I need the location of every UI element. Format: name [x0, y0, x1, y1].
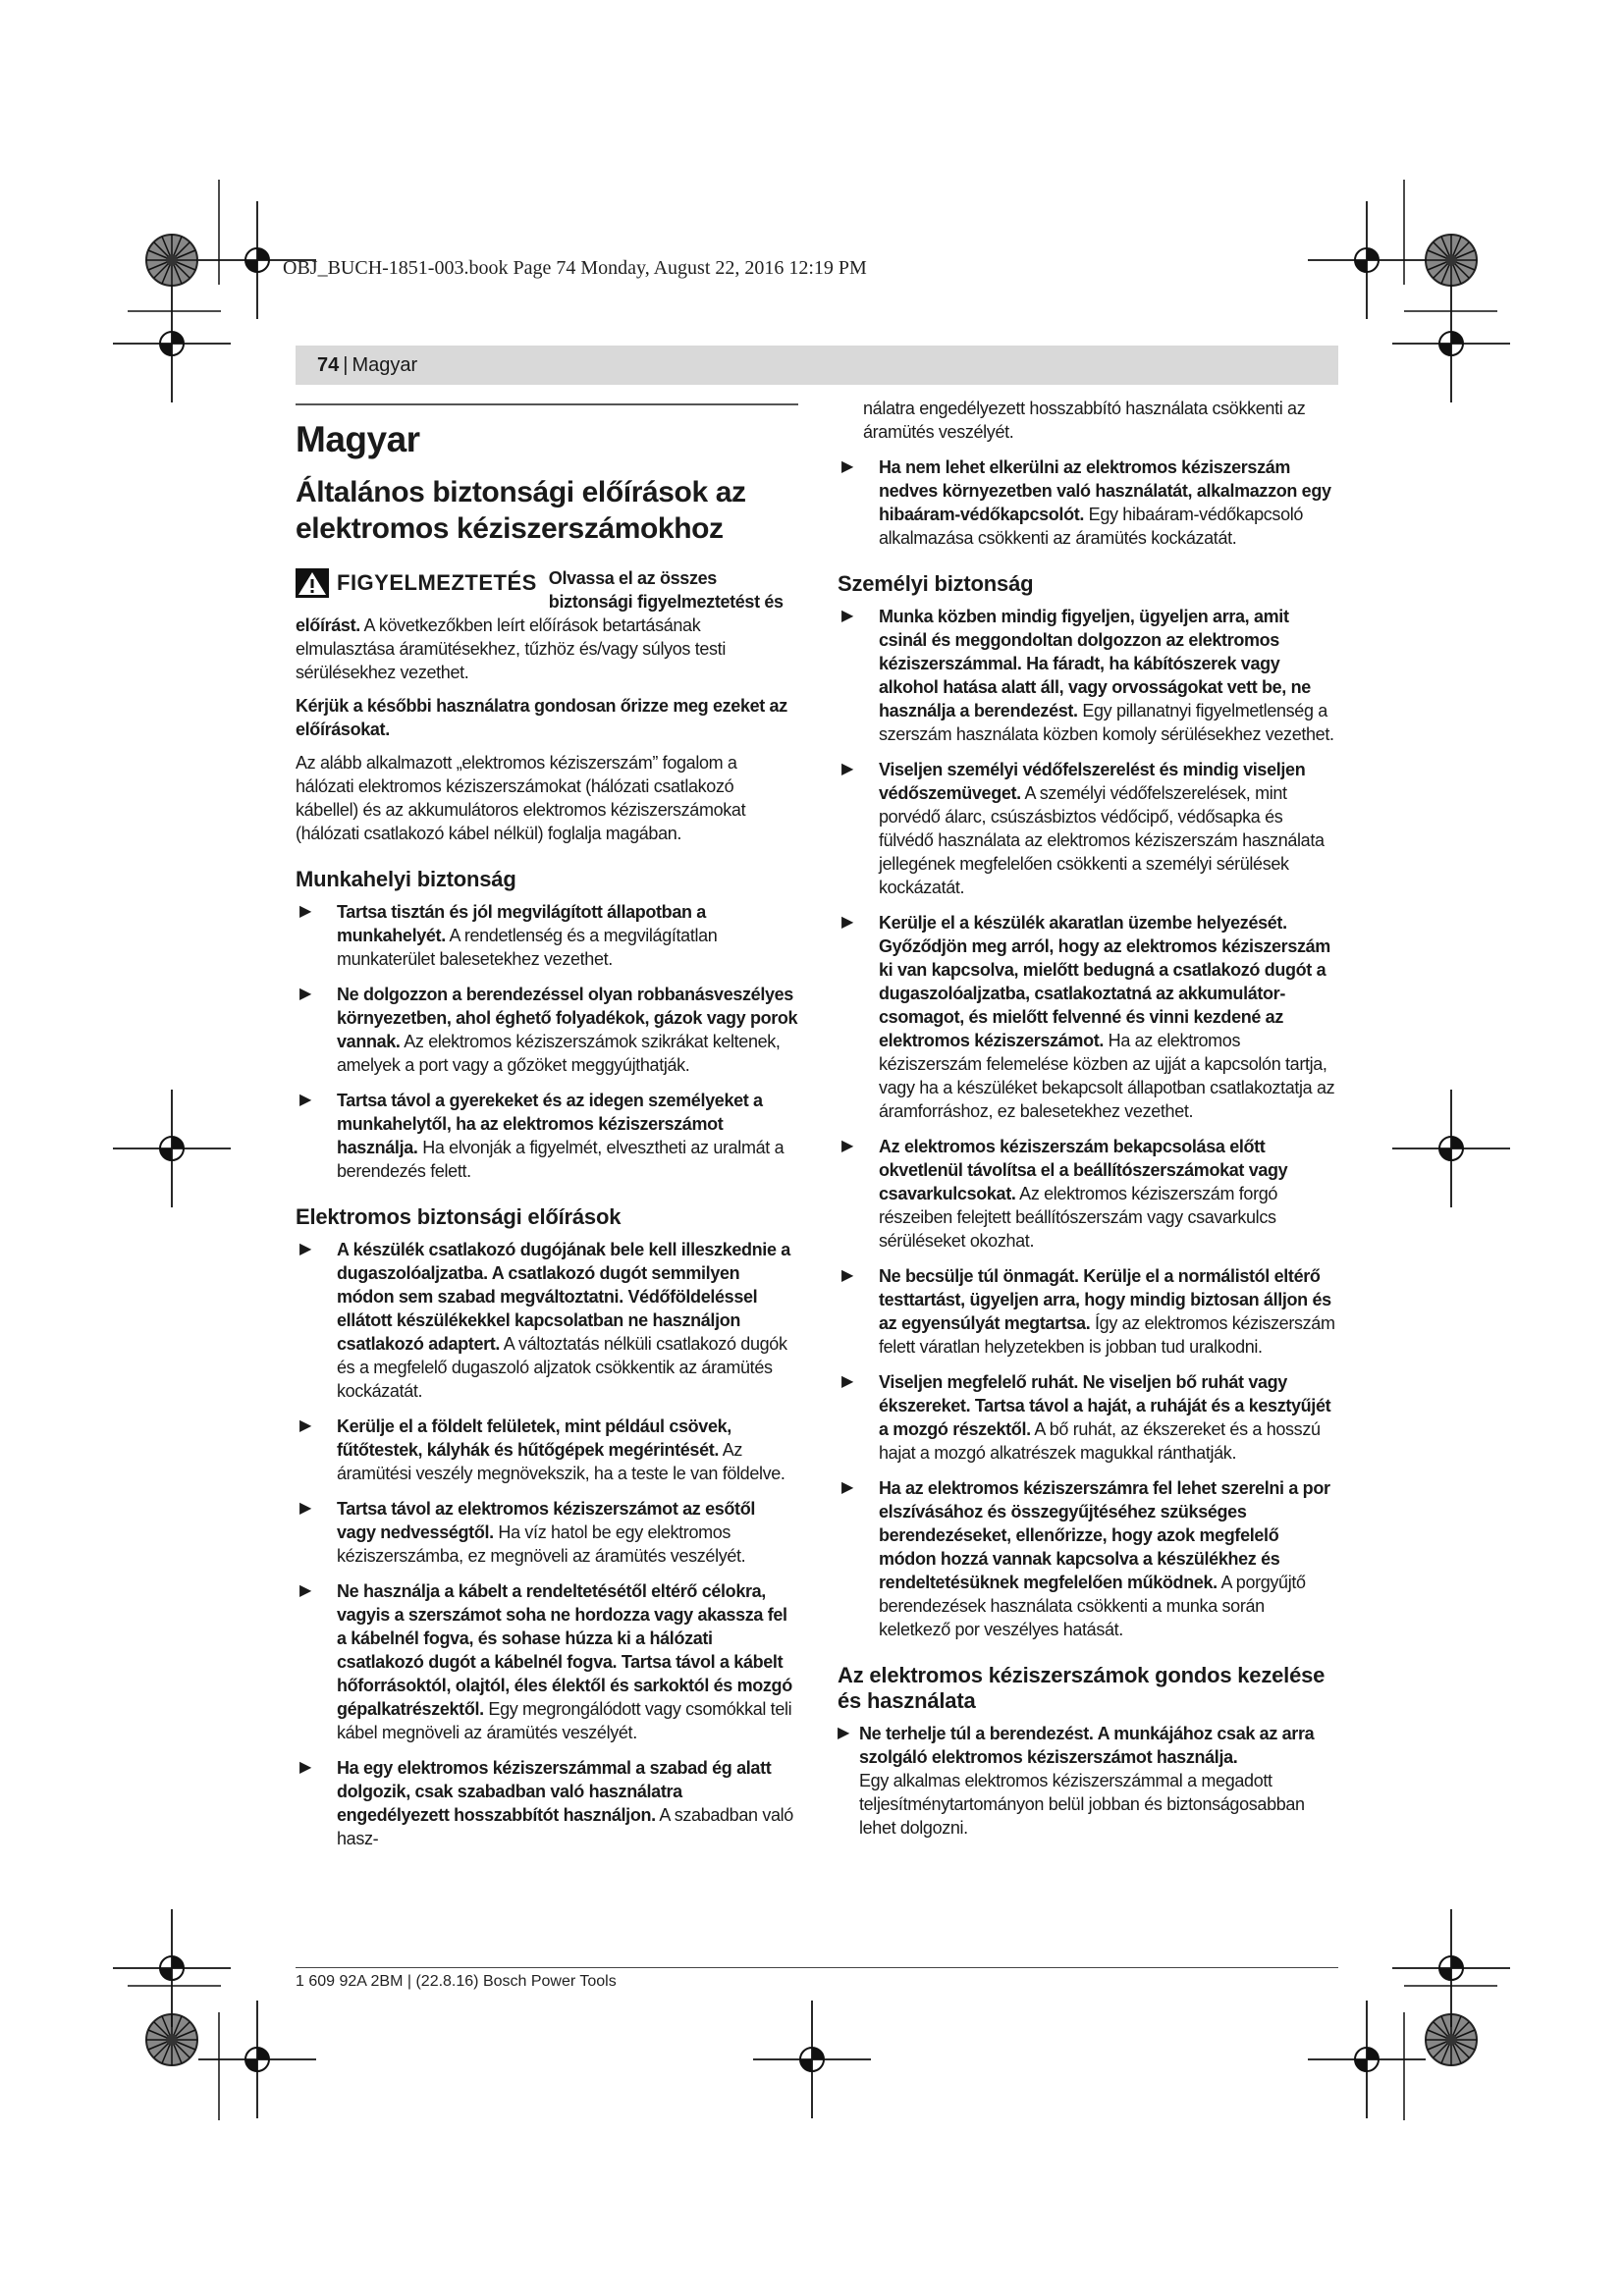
list-item [838, 1476, 1338, 1641]
header-separator: | [343, 353, 349, 376]
bullet-arrow-icon: ▶ [841, 1267, 853, 1284]
item-text: A változtatás nélküli csatlakozó dugók és a megfelelő dugaszoló aljzatok csökkentik az áramütés kockázatát. [337, 1334, 787, 1401]
item-bold: Ne becsülje túl önmagát. Kerülje el a normálistól eltérő testtartást, ügyeljen arra, hogy mindig biztosan álljon és az egyensúlyát megtartsa. [879, 1266, 1331, 1333]
bullet-arrow-icon: ▶ [299, 986, 311, 1002]
warning-block [296, 566, 798, 684]
item-text: Egy hibaáram-védőkapcsoló alkalmazása csökkenti az áramütés kockázatát. [879, 505, 1304, 548]
page-footer: 1 609 92A 2BM | (22.8.16) Bosch Power Tools [296, 1973, 617, 1990]
item-bold: A készülék csatlakozó dugójának bele kell illeszkednie a dugaszolóaljzatba. A csatlakozó dugót semmilyen módon sem szabad megváltoztatni. Védőföldeléssel ellátott készülékekkel kapcsolatban ne használjon csatlakozó adaptert. [337, 1240, 790, 1354]
item-bold: Munka közben mindig figyeljen, ügyeljen arra, amit csinál és meggondoltan dolgozzon az elektromos kéziszerszámmal. Ha fáradt, ha kábítószerek vagy alkohol hatása alatt áll, vagy orvosságokat vett be, ne használja a berendezést. [879, 607, 1311, 721]
section-title-workplace: Munkahelyi biztonság [296, 867, 516, 891]
main-title: Általános biztonsági előírások az elektromos kéziszerszámokhoz [296, 476, 746, 545]
item-text: A személyi védőfelszerelések, mint porvédő álarc, csúszásbiztos védőcipő, védősapka és fülvédő használata az elektromos kéziszerszám használata jellegének megfelelően csökkenti a személyi sérülések kockázatát. [879, 783, 1325, 897]
bullet-arrow-icon: ▶ [299, 903, 311, 920]
item-text: A bő ruhát, az ékszereket és a hosszú hajat a mozgó alkatrészek magukkal ránthatják. [879, 1419, 1321, 1463]
item-bold: Ne terhelje túl a berendezést. A munkájához csak az arra szolgáló elektromos kéziszerszámot használja. [859, 1724, 1315, 1767]
list-item [296, 1497, 798, 1568]
item-text: A porgyűjtő berendezések használata csökkenti a munka során keletkező por veszélyes hatását. [879, 1573, 1306, 1639]
item-bold: Tartsa távol a gyerekeket és az idegen személyeket a munkahelytől, ha az elektromos kéziszerszámot használja. [337, 1091, 763, 1157]
bullet-arrow-icon: ▶ [841, 761, 853, 777]
list-item [838, 758, 1338, 899]
list-item [296, 1579, 798, 1744]
item-text: Ha az elektromos kéziszerszám felemelése közben az ujját a kapcsolón tartja, vagy ha a készüléket bekapcsolt állapotban csatlakoztatja az áramforráshoz, ez balesetekhez vezethet. [879, 1031, 1335, 1121]
bullet-arrow-icon: ▶ [841, 608, 853, 624]
item-text: A szabadban való hasz- [337, 1805, 793, 1848]
keep-instructions-note: Kérjük a későbbi használatra gondosan őrizze meg ezeket az előírásokat. [296, 696, 787, 739]
warning-triangle-icon [296, 568, 329, 598]
item-bold: Ha egy elektromos kéziszerszámmal a szabad ég alatt dolgozik, csak szabadban való használatra engedélyezett hosszabbítót használjon. [337, 1758, 772, 1825]
bullet-arrow-icon: ▶ [841, 1373, 853, 1390]
list-item [838, 455, 1338, 550]
item-text: Az elektromos kéziszerszám forgó részeiben felejtett beállítószerszám vagy csavarkulcs sérüléseket okozhat. [879, 1184, 1278, 1251]
section-title-electrical: Elektromos biztonsági előírások [296, 1204, 622, 1229]
section-title-personal: Személyi biztonság [838, 571, 1034, 596]
item-bold: Az elektromos kéziszerszám bekapcsolása előtt okvetlenül távolítsa el a beállítószerszámokat vagy csavarkulcsokat. [879, 1137, 1288, 1203]
bullet-arrow-icon: ▶ [299, 1582, 311, 1599]
list-item [838, 1370, 1338, 1465]
list-item [838, 1264, 1338, 1359]
item-text: Egy pillanatnyi figyelmetlenség a szerszám használata közben komoly sérülésekhez vezethet. [879, 701, 1334, 744]
continuation-text: nálatra engedélyezett hosszabbító használata csökkenti az áramütés veszélyét. [863, 399, 1306, 442]
list-item [296, 1756, 798, 1850]
bullet-arrow-icon: ▶ [299, 1092, 311, 1108]
list-item [838, 1135, 1338, 1253]
list-item [296, 1415, 798, 1485]
item-bold: Ne dolgozzon a berendezéssel olyan robbanásveszélyes környezetben, ahol éghető folyadékok, gázok vagy porok vannak. [337, 985, 798, 1051]
item-text: Egy alkalmas elektromos kéziszerszámmal a megadott teljesítménytartományon belül jobban és biztonságosabban lehet dolgozni. [859, 1771, 1305, 1838]
item-bold: Viseljen személyi védőfelszerelést és mindig viseljen védőszemüveget. [879, 760, 1306, 803]
item-bold: Ha nem lehet elkerülni az elektromos kéziszerszám nedves környezetben való használatát, alkalmazzon egy hibaáram-védőkapcsolót. [879, 457, 1331, 524]
section-title-tool-use: Az elektromos kéziszerszámok gondos kezelése és használata [838, 1663, 1326, 1713]
bullet-arrow-icon: ▶ [841, 1138, 853, 1154]
list-item [838, 605, 1338, 746]
item-text: Az elektromos kéziszerszámok szikrákat keltenek, amelyek a port vagy a gőzöket meggyújthatják. [337, 1032, 781, 1075]
item-text: Egy megrongálódott vagy csomókkal teli kábel megnöveli az áramütés veszélyét. [337, 1699, 792, 1742]
item-text: A rendetlenség és a megvilágítatlan munkaterület balesetekhez vezethet. [337, 926, 718, 969]
list-item [838, 911, 1338, 1123]
item-bold: Viseljen megfelelő ruhát. Ne viseljen bő ruhát vagy ékszereket. Tartsa távol a haját, a ruháját és a kesztyűjét a mozgó részektől. [879, 1372, 1331, 1439]
bullet-arrow-icon: ▶ [841, 458, 853, 475]
header-language: Magyar [352, 353, 418, 376]
item-bold: Tartsa tisztán és jól megvilágított állapotban a munkahelyét. [337, 902, 706, 945]
list-item [838, 1722, 1338, 1840]
warning-label-text: FIGYELMEZTETÉS [337, 570, 537, 595]
warning-label [296, 568, 537, 598]
item-bold: Tartsa távol az elektromos kéziszerszámot az esőtől vagy nedvességtől. [337, 1499, 755, 1542]
title-rule [296, 403, 798, 405]
definition-text: Az alább alkalmazott „elektromos kéziszerszám” fogalom a hálózati elektromos kéziszerszámokat (hálózati csatlakozó kábellel) és az akkumulátoros elektromos kéziszerszámokat (hálózati csatlakozó kábel nélkül) foglalja magában. [296, 753, 746, 843]
list-item [296, 900, 798, 971]
list-item [296, 1238, 798, 1403]
bullet-arrow-icon: ▶ [841, 1479, 853, 1496]
item-text: Ha víz hatol be egy elektromos kéziszerszámba, ez megnöveli az áramütés veszélyét. [337, 1522, 746, 1566]
item-text: Ha elvonják a figyelmét, elvesztheti az uralmát a berendezés felett. [337, 1138, 785, 1181]
right-column [838, 397, 1338, 1851]
page-number: 74 [317, 353, 340, 376]
bullet-arrow-icon: ▶ [299, 1417, 311, 1434]
print-slug: OBJ_BUCH-1851-003.book Page 74 Monday, August 22, 2016 12:19 PM [283, 257, 867, 279]
page-header [296, 346, 1338, 385]
footer-rule [296, 1967, 1338, 1968]
bullet-arrow-icon: ▶ [299, 1759, 311, 1776]
item-bold: Kerülje el a készülék akaratlan üzembe helyezését. Győződjön meg arról, hogy az elektromos kéziszerszám ki van kapcsolva, mielőtt bedugná a csatlakozó dugót a dugaszolóaljzatba, csatlakoztatná az akkumulátor-csomagot, és mielőtt felvenné és vinni kezdené az elektromos kéziszerszámot. [879, 913, 1330, 1050]
list-item [296, 1089, 798, 1183]
bullet-arrow-icon: ▶ [841, 914, 853, 931]
item-bold: Kerülje el a földelt felületek, mint például csövek, fűtőtestek, kályhák és hűtőgépek megérintését. [337, 1416, 731, 1460]
warning-text: A következőkben leírt előírások betartásának elmulasztása áramütésekhez, tűzhöz és/vagy súlyos testi sérülésekhez vezethet. [296, 615, 726, 682]
bullet-arrow-icon: ▶ [299, 1241, 311, 1257]
item-bold: Ne használja a kábelt a rendeltetésétől eltérő célokra, vagyis a szerszámot soha ne hordozza vagy akassza fel a kábelnél fogva, és sohase húzza ki a hálózati csatlakozó dugót a kábelnél fogva. Tartsa távol a kábelt hőforrásoktól, olajtól, éles élektől és sarkoktól és mozgó gépalkatrészektől. [337, 1581, 792, 1719]
bullet-arrow-icon: ▶ [838, 1725, 849, 1741]
item-text: Az áramütési veszély megnövekszik, ha a teste le van földelve. [337, 1440, 785, 1483]
item-bold: Ha az elektromos kéziszerszámra fel lehet szerelni a por elszívásához és összegyűjtéséhez szükséges berendezéseket, ellenőrizze, hogy azok megfelelő módon hozzá vannak kapcsolva a készülékhez és rendeltetésüknek megfelelően működnek. [879, 1478, 1330, 1592]
item-text: Így az elektromos kéziszerszám felett váratlan helyzetekben is jobban tud uralkodni. [879, 1313, 1335, 1357]
bullet-arrow-icon: ▶ [299, 1500, 311, 1517]
warning-bold: Olvassa el az összes biztonsági figyelmeztetést és előírást. [296, 568, 784, 635]
language-title: Magyar [296, 419, 420, 459]
left-column [296, 398, 798, 1862]
list-item [296, 983, 798, 1077]
